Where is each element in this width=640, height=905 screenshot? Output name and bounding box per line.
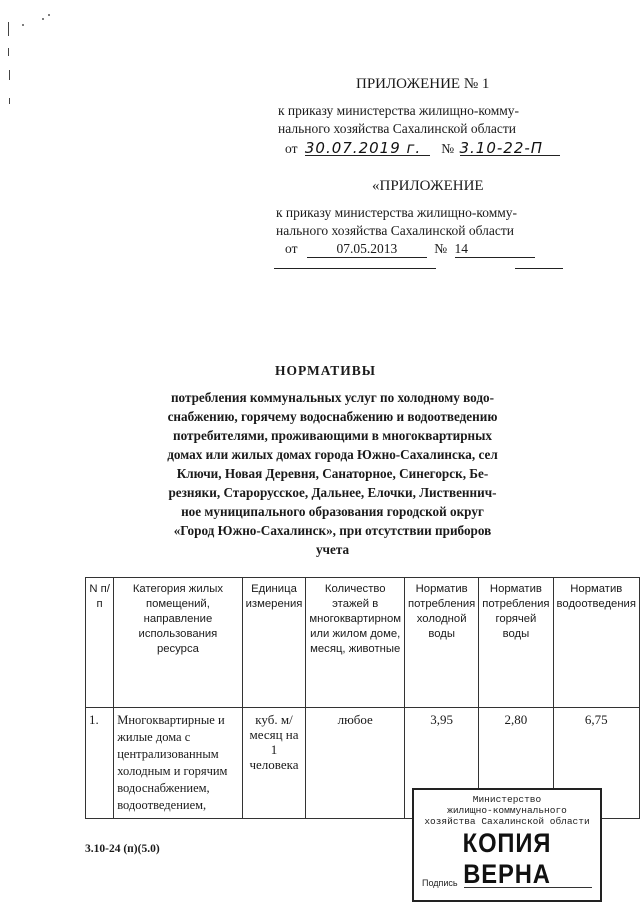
- scan-mark: [9, 98, 10, 104]
- appendix1-from-label: от: [285, 141, 298, 156]
- scan-dot: [48, 14, 50, 16]
- row-drain: 6,75: [553, 708, 639, 819]
- header-floors: Количество этажей в многоквартирном или жилом доме, месяц, животные: [306, 578, 405, 708]
- document-code: 3.10-24 (п)(5.0): [85, 843, 160, 855]
- table-header-row: [86, 578, 640, 708]
- copy-stamp: [412, 788, 602, 902]
- row-category: Многоквартирные и жилые дома с централизованным холодным и горячим водоснабжением, водоотведением,: [114, 708, 242, 819]
- scan-mark: [8, 48, 9, 56]
- row-hot: 2,80: [479, 708, 553, 819]
- row-floors: любое: [306, 708, 405, 819]
- subtitle-line: потребителями, проживающими в многоквартирных: [172, 428, 493, 443]
- stamp-signature-label: Подпись: [422, 878, 458, 888]
- stamp-org-line: Министерство: [472, 794, 542, 805]
- appendix-orig-number-label: №: [434, 241, 448, 256]
- appendix1-line1: к приказу министерства жилищно-комму-: [278, 103, 520, 118]
- subtitle-line: учета: [315, 542, 350, 557]
- subtitle-line: снабжению, горячему водоснабжению и водоотведению: [167, 409, 498, 424]
- subtitle-line: «Город Южно-Сахалинск», при отсутствии приборов: [173, 523, 492, 538]
- appendix-orig-title: «ПРИЛОЖЕНИЕ: [372, 178, 484, 194]
- scan-dot: [42, 18, 44, 20]
- appendix1-order-ref: [285, 139, 560, 157]
- header-category: Категория жилых помещений, направление использования ресурса: [114, 578, 242, 708]
- header-cold: Норматив потребления холодной воды: [405, 578, 479, 708]
- appendix-orig-line2: нального хозяйства Сахалинской области: [276, 223, 514, 238]
- appendix-orig-order-ref: [285, 241, 535, 258]
- row-num: 1.: [86, 708, 114, 819]
- subtitle-line: потребления коммунальных услуг по холодному водо-: [170, 390, 495, 405]
- stamp-org-line: хозяйства Сахалинской области: [424, 816, 590, 827]
- row-cold: 3,95: [405, 708, 479, 819]
- appendix1-title: ПРИЛОЖЕНИЕ № 1: [356, 76, 490, 92]
- subtitle-line: ное муниципального образования городской округ: [181, 504, 484, 519]
- appendix1-line2: нального хозяйства Сахалинской области: [278, 121, 516, 136]
- header-drain: Норматив водоотведения: [553, 578, 639, 708]
- blank-line-right: [515, 268, 563, 269]
- subtitle-line: резняки, Старорусское, Дальнее, Елочки, Лиственнич-: [168, 485, 497, 500]
- normatives-subtitle: [145, 388, 520, 559]
- stamp-org: [422, 794, 592, 827]
- appendix-orig-number: 14: [455, 241, 535, 258]
- appendix-orig-line1: к приказу министерства жилищно-комму-: [276, 205, 518, 220]
- scan-mark: [9, 70, 10, 80]
- appendix1-number-label: №: [441, 141, 455, 156]
- blank-line-left: [274, 268, 436, 269]
- header-unit: Единица измерения: [242, 578, 306, 708]
- scan-dot: [22, 24, 24, 26]
- appendix-orig-date: 07.05.2013: [307, 241, 427, 258]
- appendix1-number: 3.10-22-П: [460, 139, 560, 156]
- appendix-orig-from-label: от: [285, 241, 298, 256]
- normatives-title: НОРМАТИВЫ: [275, 363, 377, 378]
- stamp-org-line: жилищно-коммунального: [447, 805, 567, 816]
- stamp-signature-line: [464, 887, 592, 888]
- row-unit: куб. м/месяц на 1 человека: [242, 708, 306, 819]
- stamp-main-text: КОПИЯ ВЕРНА: [462, 828, 552, 889]
- header-num: N п/п: [86, 578, 114, 708]
- normatives-table: [85, 577, 640, 819]
- scan-mark: [8, 22, 9, 36]
- subtitle-line: домах или жилых домах города Южно-Сахалинска, сел: [167, 447, 498, 462]
- header-hot: Норматив потребления горячей воды: [479, 578, 553, 708]
- appendix1-date: 30.07.2019 г.: [305, 139, 430, 156]
- subtitle-line: Ключи, Новая Деревня, Санаторное, Синегорск, Бе-: [176, 466, 489, 481]
